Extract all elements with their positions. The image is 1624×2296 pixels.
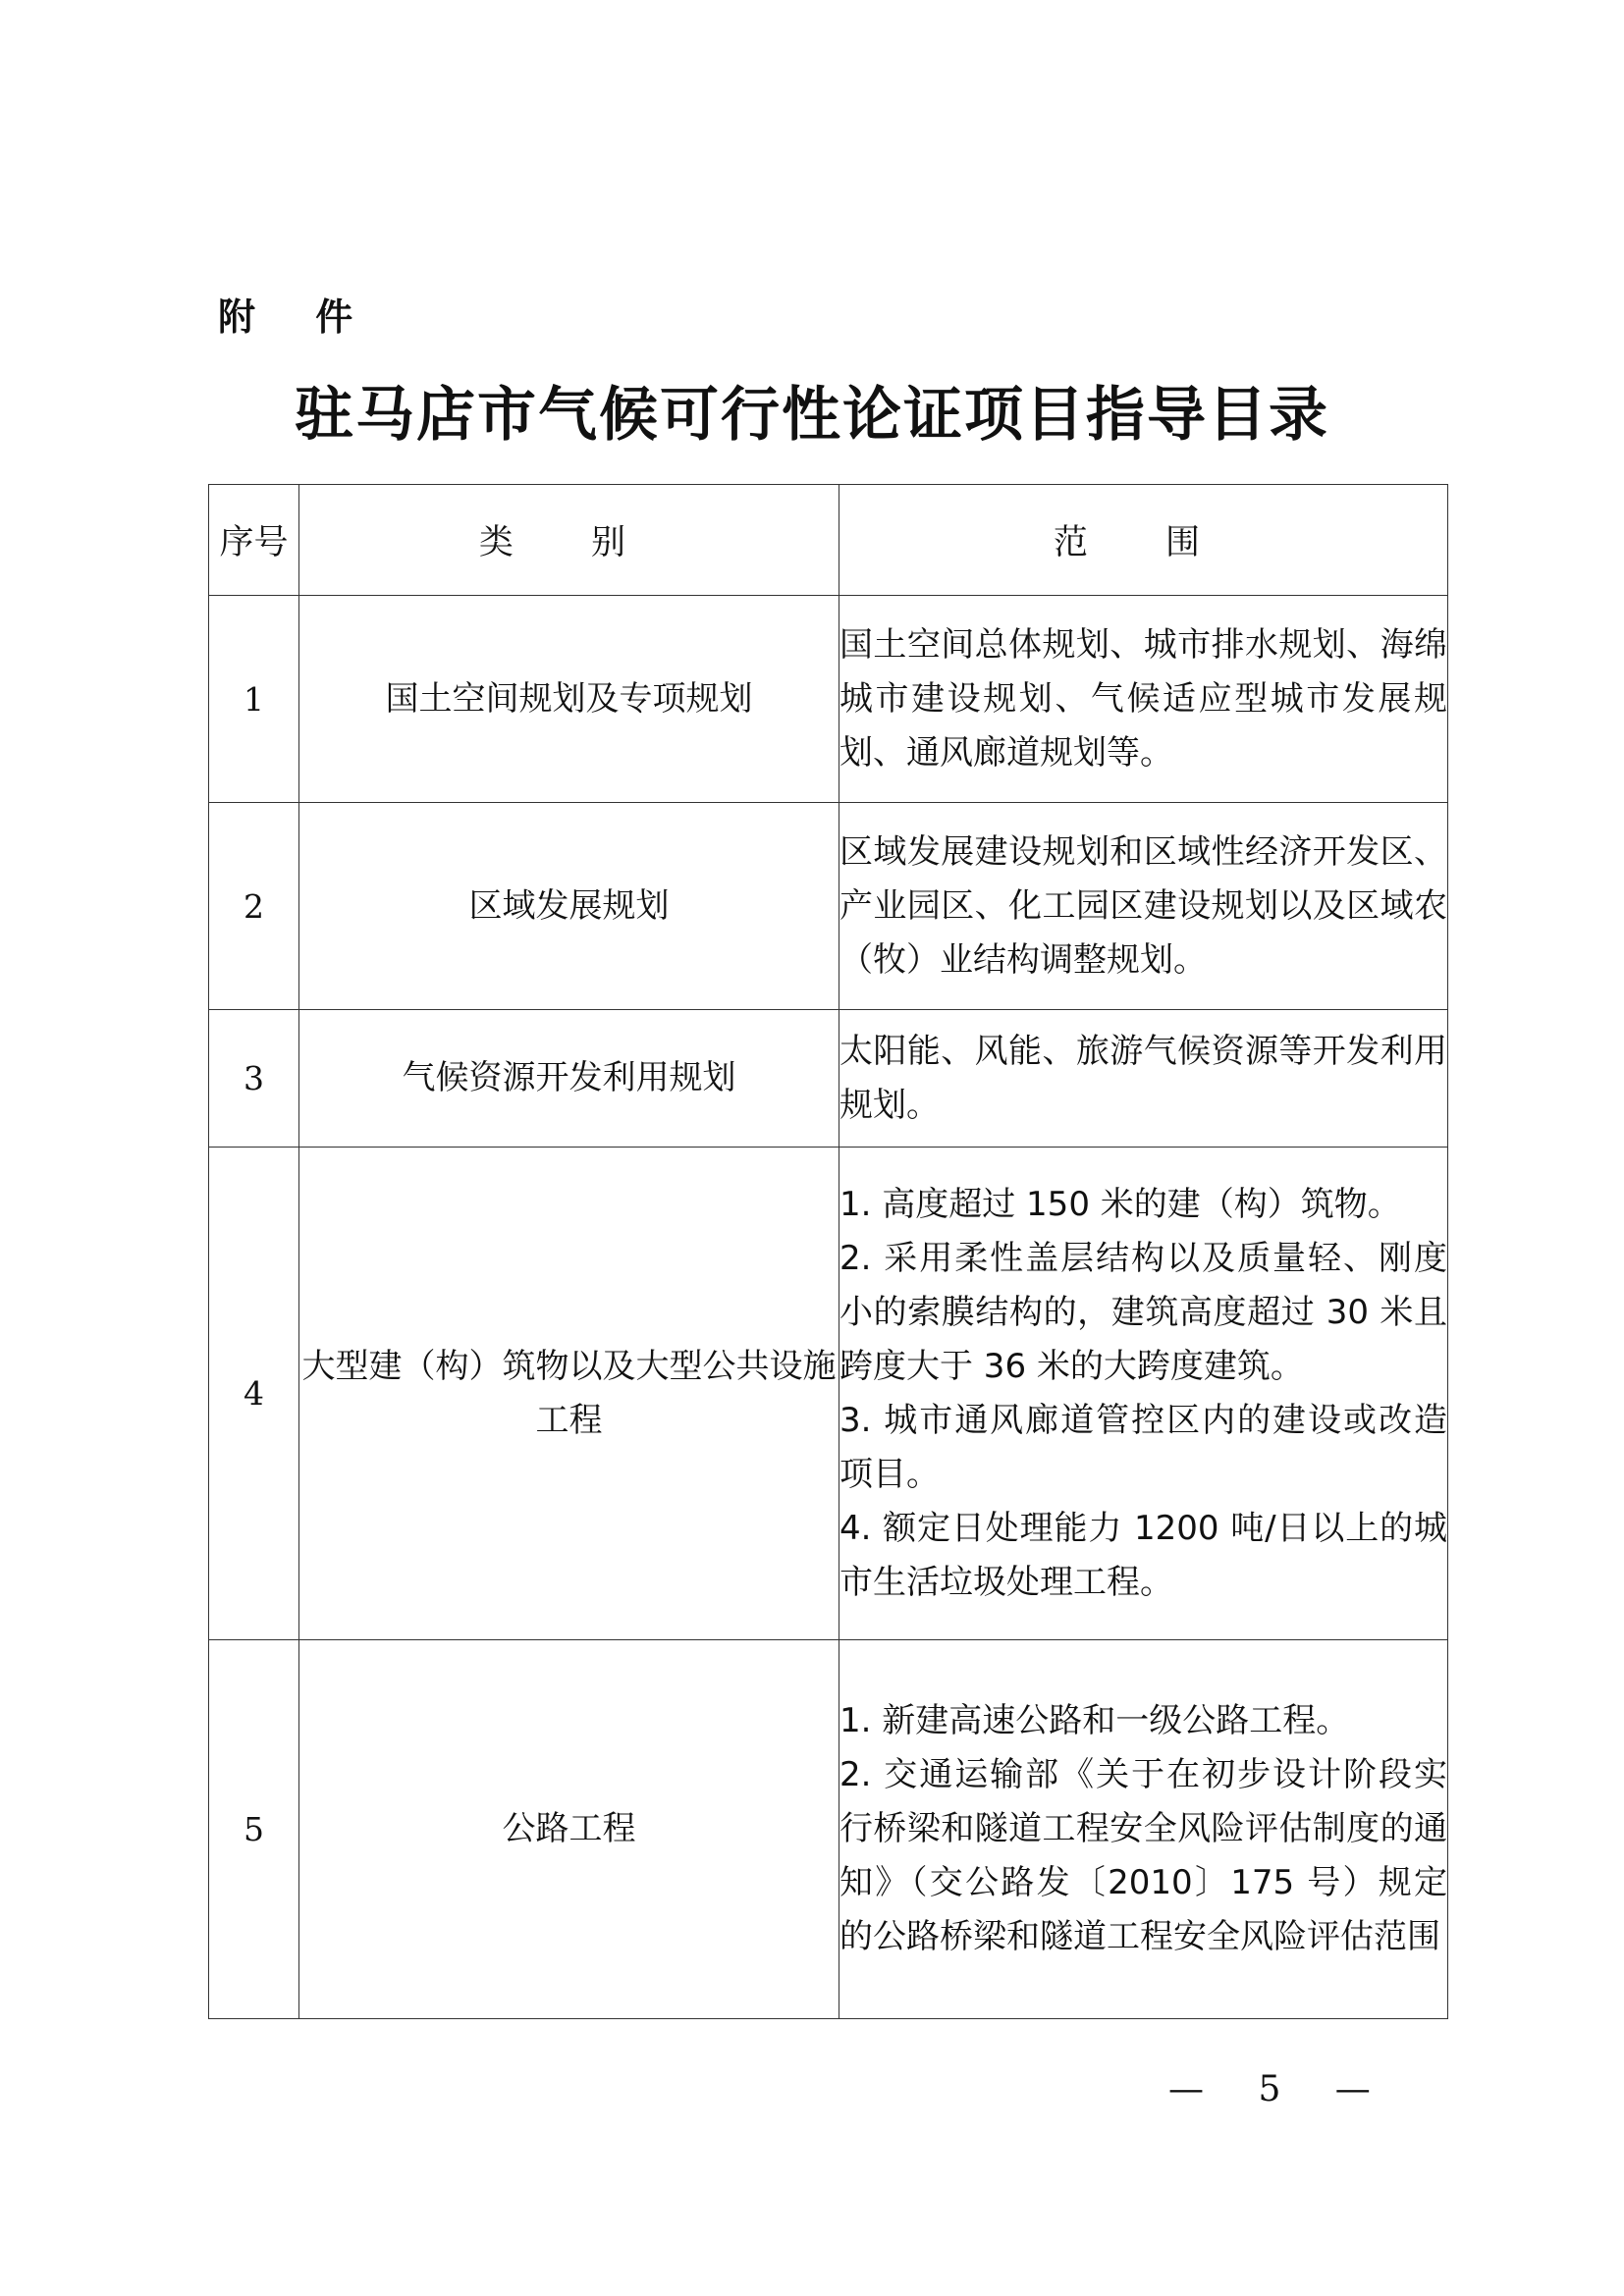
row-scope	[839, 1640, 1448, 2019]
table-header-row	[209, 485, 1448, 596]
scope-line: 1. 新建高速公路和一级公路工程。	[839, 1701, 1350, 1740]
table-row	[209, 1640, 1448, 2019]
row-category: 气候资源开发利用规划	[299, 1010, 839, 1148]
row-category: 大型建（构）筑物以及大型公共设施工程	[299, 1148, 839, 1640]
scope-line: 4. 额定日处理能力 1200 吨/日以上的城市生活垃圾处理工程。	[839, 1508, 1447, 1602]
scope-line: 1. 高度超过 150 米的建（构）筑物。	[839, 1184, 1401, 1224]
page-title: 驻马店市气候可行性论证项目指导目录	[295, 381, 1329, 450]
scope-line: 区域发展建设规划和区域性经济开发区、产业园区、化工园区建设规划以及区域农（牧）业结构调整规划。	[839, 831, 1447, 980]
scope-line: 国土空间总体规划、城市排水规划、海绵城市建设规划、气候适应型城市发展规划、通风廊道规划等。	[839, 624, 1447, 773]
scope-line: 2. 交通运输部《关于在初步设计阶段实行桥梁和隧道工程安全风险评估制度的通知》（交公路发〔2010〕175 号）规定的公路桥梁和隧道工程安全风险评估范围	[839, 1755, 1447, 1956]
row-no: 1	[209, 596, 299, 803]
table-row	[209, 1148, 1448, 1640]
table-row	[209, 596, 1448, 803]
row-category: 国土空间规划及专项规划	[299, 596, 839, 803]
row-no: 3	[209, 1010, 299, 1148]
page-number: — 5 —	[1168, 2069, 1392, 2109]
row-category: 区域发展规划	[299, 803, 839, 1010]
row-scope	[839, 803, 1448, 1010]
scope-line: 2. 采用柔性盖层结构以及质量轻、刚度小的索膜结构的，建筑高度超过 30 米且跨度大于 36 米的大跨度建筑。	[839, 1238, 1447, 1386]
row-no: 4	[209, 1148, 299, 1640]
row-category: 公路工程	[299, 1640, 839, 2019]
row-no: 2	[209, 803, 299, 1010]
header-scope: 范 围	[839, 485, 1448, 596]
row-scope	[839, 596, 1448, 803]
table-row	[209, 1010, 1448, 1148]
row-scope	[839, 1010, 1448, 1148]
scope-line: 太阳能、风能、旅游气候资源等开发利用规划。	[839, 1031, 1447, 1125]
attachment-label: 附 件	[218, 295, 377, 339]
project-catalog-table	[208, 484, 1448, 2019]
row-scope	[839, 1148, 1448, 1640]
scope-line: 3. 城市通风廊道管控区内的建设或改造项目。	[839, 1400, 1447, 1494]
header-no: 序号	[209, 485, 299, 596]
header-category: 类 别	[299, 485, 839, 596]
table-row	[209, 803, 1448, 1010]
row-no: 5	[209, 1640, 299, 2019]
